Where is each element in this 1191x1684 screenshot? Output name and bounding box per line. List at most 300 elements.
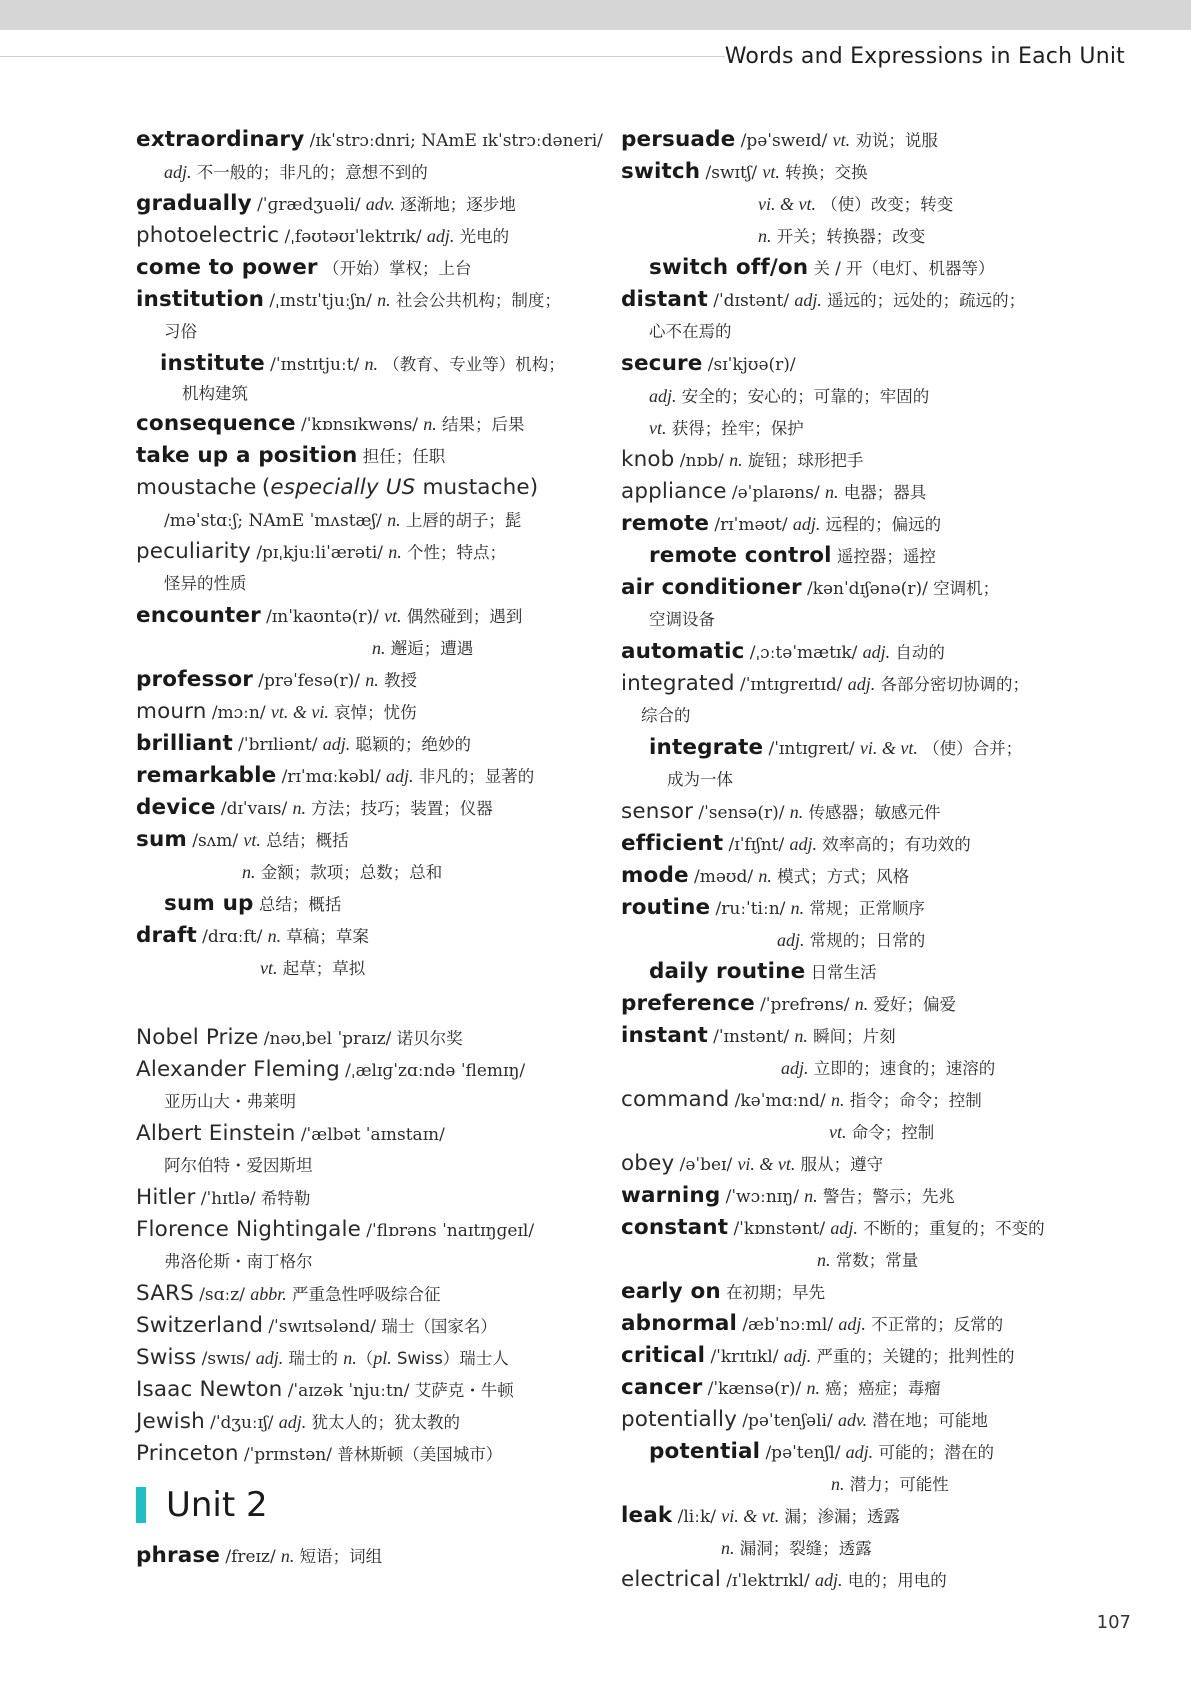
entry-potential bbox=[621, 1436, 1141, 1468]
entry-continuation bbox=[136, 1086, 606, 1118]
entry-warning bbox=[621, 1180, 1141, 1212]
part-of-speech: adj. bbox=[255, 1348, 284, 1368]
phonetic: /pəˈtenʃl/ bbox=[765, 1443, 841, 1463]
gloss: 哀悼；忧伤 bbox=[334, 703, 417, 722]
variant-open: ( bbox=[261, 475, 271, 500]
headword: take up a position bbox=[136, 443, 358, 468]
headword: automatic bbox=[621, 639, 745, 664]
phonetic: /pəˈsweɪd/ bbox=[740, 131, 828, 151]
phonetic: /ˈɪnstɪtjuːt/ bbox=[270, 355, 360, 375]
phonetic: /ˈwɔːnɪŋ/ bbox=[725, 1187, 799, 1207]
entry-continuation bbox=[621, 700, 1141, 732]
gloss: 各部分密切协调的； bbox=[880, 675, 1029, 694]
gloss: 阿尔伯特・爱因斯坦 bbox=[164, 1156, 313, 1175]
entry-continuation bbox=[621, 220, 1141, 252]
headword: switch bbox=[621, 159, 701, 184]
part-of-speech: adj. bbox=[164, 162, 192, 182]
headword: secure bbox=[621, 351, 703, 376]
entry-leak bbox=[621, 1500, 1141, 1532]
gloss: 短语；词组 bbox=[299, 1547, 383, 1566]
part-of-speech: vt. bbox=[649, 418, 667, 438]
gloss: 关 / 开（电灯、机器等） bbox=[813, 259, 995, 278]
headword: efficient bbox=[621, 831, 724, 856]
gloss: 模式；方式；风格 bbox=[777, 867, 910, 886]
entry-device bbox=[136, 792, 606, 824]
entry-switch bbox=[621, 156, 1141, 188]
entry-potentially bbox=[621, 1404, 1141, 1436]
gloss-2: Swiss）瑞士人 bbox=[391, 1349, 509, 1368]
entry-continuation bbox=[621, 1116, 1141, 1148]
phonetic: /ˈɪntɪɡreɪtɪd/ bbox=[739, 675, 843, 695]
part-of-speech: adj. bbox=[862, 642, 891, 662]
running-head: Words and Expressions in Each Unit bbox=[724, 44, 1125, 69]
entry-hitler bbox=[136, 1182, 606, 1214]
gloss: 亚历山大・弗莱明 bbox=[164, 1092, 296, 1111]
phonetic: /ɪˈlektrɪkl/ bbox=[726, 1571, 810, 1591]
headword: air conditioner bbox=[621, 575, 802, 600]
part-of-speech: adv. bbox=[365, 194, 395, 214]
headword: constant bbox=[621, 1215, 729, 1240]
entry-continuation bbox=[621, 380, 1141, 412]
phonetic: /məˈstɑːʃ; NAmE ˈmʌstæʃ/ bbox=[164, 511, 382, 531]
part-of-speech: vi. & vt. bbox=[721, 1506, 780, 1526]
entry-continuation bbox=[621, 924, 1141, 956]
phonetic: /æbˈnɔːml/ bbox=[742, 1315, 834, 1335]
headword: encounter bbox=[136, 603, 261, 628]
headword: Alexander Fleming bbox=[136, 1057, 340, 1082]
gloss: 远程的；偏远的 bbox=[825, 515, 942, 534]
unit-title: Unit 2 bbox=[166, 1485, 268, 1525]
gloss: 常数；常量 bbox=[835, 1251, 919, 1270]
entry-princeton bbox=[136, 1438, 606, 1470]
headword: critical bbox=[621, 1343, 706, 1368]
gloss: 瑞士的 bbox=[288, 1349, 339, 1368]
gloss: 心不在焉的 bbox=[649, 322, 732, 341]
part-of-speech: adj. bbox=[814, 1570, 843, 1590]
entry-early-on bbox=[621, 1276, 1141, 1308]
entry-routine bbox=[621, 892, 1141, 924]
page-number: 107 bbox=[1096, 1612, 1131, 1633]
entry-continuation bbox=[621, 316, 1141, 348]
phonetic: /ˌfəʊtəʊɪˈlektrɪk/ bbox=[284, 227, 422, 247]
entry-continuation bbox=[621, 764, 1141, 796]
headword: remote bbox=[621, 511, 710, 536]
phonetic: /ˈswɪtsələnd/ bbox=[268, 1317, 377, 1337]
gloss: 怪异的性质 bbox=[164, 574, 247, 593]
gloss: 漏；渗漏；透露 bbox=[784, 1507, 900, 1526]
headword: institute bbox=[160, 351, 265, 376]
variant-label: especially US bbox=[270, 475, 416, 500]
part-of-speech: n. bbox=[758, 866, 772, 886]
entry-isaac-newton bbox=[136, 1374, 606, 1406]
gloss: 艾萨克・牛顿 bbox=[414, 1381, 514, 1400]
phonetic: /sɑːz/ bbox=[199, 1285, 245, 1305]
entry-peculiarity bbox=[136, 536, 606, 568]
phonetic: /ˌɔːtəˈmætɪk/ bbox=[749, 643, 858, 663]
gloss: 方法；技巧；装置；仪器 bbox=[311, 799, 493, 818]
headword: Princeton bbox=[136, 1441, 239, 1466]
entry-efficient bbox=[621, 828, 1141, 860]
entry-photoelectric bbox=[136, 220, 606, 252]
part-of-speech: n. bbox=[854, 994, 869, 1014]
entry-continuation bbox=[136, 568, 606, 600]
entry-command bbox=[621, 1084, 1141, 1116]
gloss: 严重的；关键的；批判性的 bbox=[816, 1347, 1015, 1366]
entry-daily-routine bbox=[621, 956, 1141, 988]
headword: routine bbox=[621, 895, 711, 920]
gloss: 光电的 bbox=[459, 227, 510, 246]
gloss: 诺贝尔奖 bbox=[396, 1029, 463, 1048]
entry-distant bbox=[621, 284, 1141, 316]
headword: Isaac Newton bbox=[136, 1377, 283, 1402]
unit-accent-bar bbox=[136, 1487, 146, 1523]
gloss: 草稿；草案 bbox=[286, 927, 369, 946]
part-of-speech: adj. bbox=[845, 1442, 874, 1462]
gloss: 自动的 bbox=[895, 643, 945, 662]
gloss: 常规的；日常的 bbox=[809, 931, 926, 950]
phonetic: /əˈbeɪ/ bbox=[679, 1155, 733, 1175]
gloss: 担任；任职 bbox=[362, 447, 446, 466]
phonetic: /ɪnˈkaʊntə(r)/ bbox=[266, 607, 379, 627]
entry-secure bbox=[621, 348, 1141, 380]
gloss: 开关；转换器；改变 bbox=[776, 227, 926, 246]
headword: leak bbox=[621, 1503, 673, 1528]
headword: institution bbox=[136, 287, 265, 312]
headword: mode bbox=[621, 863, 689, 888]
entry-automatic bbox=[621, 636, 1141, 668]
part-of-speech: n. bbox=[824, 482, 839, 502]
phonetic: /ˈkrɪtɪkl/ bbox=[710, 1347, 779, 1367]
gloss: 转换；交换 bbox=[785, 163, 868, 182]
gloss: 偶然碰到；遇到 bbox=[406, 607, 523, 626]
entry-integrate bbox=[621, 732, 1141, 764]
part-of-speech: vi. & vt. bbox=[859, 738, 918, 758]
headword: sensor bbox=[621, 799, 694, 824]
entry-continuation bbox=[136, 856, 606, 888]
gloss: 电器；器具 bbox=[843, 483, 927, 502]
part-of-speech: n. bbox=[817, 1250, 831, 1270]
headword: cancer bbox=[621, 1375, 703, 1400]
gloss: 综合的 bbox=[641, 706, 691, 725]
entry-phrase bbox=[136, 1540, 606, 1572]
gloss: 劝说；说服 bbox=[855, 131, 938, 150]
gloss-2-open: （ bbox=[356, 1349, 374, 1368]
headword: gradually bbox=[136, 191, 252, 216]
gloss: 起草；草拟 bbox=[282, 959, 366, 978]
entry-mode bbox=[621, 860, 1141, 892]
phonetic: /ˈɡrædʒuəli/ bbox=[257, 195, 361, 215]
part-of-speech: n. bbox=[280, 1546, 295, 1566]
part-of-speech: adj. bbox=[838, 1314, 866, 1334]
part-of-speech: n. bbox=[364, 354, 379, 374]
gloss: 总结；概括 bbox=[258, 895, 342, 914]
gloss: 在初期；早先 bbox=[726, 1283, 826, 1302]
part-of-speech: n. bbox=[721, 1538, 735, 1558]
part-of-speech: n. bbox=[372, 638, 386, 658]
entry-air-conditioner bbox=[621, 572, 1141, 604]
entry-come-to-power bbox=[136, 252, 606, 284]
headword: daily routine bbox=[649, 959, 806, 984]
headword: command bbox=[621, 1087, 730, 1112]
entry-remote bbox=[621, 508, 1141, 540]
gloss: 潜在地；可能地 bbox=[872, 1411, 988, 1430]
part-of-speech: n. bbox=[790, 898, 805, 918]
part-of-speech: vt. bbox=[260, 958, 278, 978]
phonetic: /ˈdɪstənt/ bbox=[713, 291, 790, 311]
entry-mourn bbox=[136, 696, 606, 728]
part-of-speech: vi. & vt. bbox=[758, 194, 816, 214]
entry-obey bbox=[621, 1148, 1141, 1180]
top-bar bbox=[0, 0, 1191, 30]
part-of-speech: n. bbox=[831, 1474, 845, 1494]
headword: preference bbox=[621, 991, 755, 1016]
entry-institute bbox=[136, 348, 606, 378]
headword: mourn bbox=[136, 699, 207, 724]
gloss: （使）改变；转变 bbox=[821, 195, 954, 214]
variant-spelling: mustache) bbox=[415, 475, 539, 500]
phonetic: /ˈkɒnstənt/ bbox=[733, 1219, 826, 1239]
entry-continuation bbox=[136, 632, 606, 664]
entry-swiss bbox=[136, 1342, 606, 1374]
part-of-speech: n. bbox=[729, 450, 743, 470]
headword: knob bbox=[621, 447, 675, 472]
entry-remarkable bbox=[136, 760, 606, 792]
headword: moustache bbox=[136, 475, 257, 500]
gloss: 社会公共机构；制度； bbox=[395, 291, 561, 310]
gloss: 不一般的；非凡的；意想不到的 bbox=[196, 163, 428, 182]
entry-encounter bbox=[136, 600, 606, 632]
gloss: 空调设备 bbox=[649, 610, 715, 629]
entry-continuation bbox=[621, 412, 1141, 444]
entry-integrated bbox=[621, 668, 1141, 700]
gloss: 个性；特点； bbox=[407, 543, 506, 562]
part-of-speech: adj. bbox=[794, 290, 822, 310]
entry-alexander-fleming bbox=[136, 1054, 606, 1086]
part-of-speech: adj. bbox=[830, 1218, 858, 1238]
phonetic: /rɪˈməʊt/ bbox=[714, 515, 788, 535]
phonetic: /ˈkɒnsɪkwəns/ bbox=[301, 415, 419, 435]
gloss: 漏洞；裂缝；透露 bbox=[739, 1539, 872, 1558]
entry-instant bbox=[621, 1020, 1141, 1052]
phonetic: /pɪˌkjuːliˈærəti/ bbox=[256, 543, 383, 563]
phonetic: /ˈkænsə(r)/ bbox=[707, 1379, 802, 1399]
part-of-speech: n. bbox=[242, 862, 256, 882]
entry-gradually bbox=[136, 188, 606, 220]
right-column bbox=[621, 124, 1141, 1596]
entry-nobel-prize bbox=[136, 1022, 606, 1054]
entry-electrical bbox=[621, 1564, 1141, 1596]
gloss: 成为一体 bbox=[667, 770, 733, 789]
phonetic: /nəʊˌbel ˈpraɪz/ bbox=[263, 1029, 392, 1049]
left-column bbox=[136, 124, 606, 1572]
part-of-speech: vi. & vt. bbox=[737, 1154, 796, 1174]
part-of-speech: n. bbox=[388, 542, 402, 562]
phonetic: /swɪtʃ/ bbox=[705, 163, 758, 183]
gloss: 犹太人的；犹太教的 bbox=[311, 1413, 460, 1432]
gloss: （开始）掌权；上台 bbox=[322, 259, 472, 278]
headword: obey bbox=[621, 1151, 675, 1176]
headword: abnormal bbox=[621, 1311, 738, 1336]
gloss: 瞬间；片刻 bbox=[813, 1027, 896, 1046]
phonetic: /prəˈfesə(r)/ bbox=[258, 671, 361, 691]
part-of-speech: vt. bbox=[832, 130, 851, 150]
headword: distant bbox=[621, 287, 708, 312]
gloss: 瑞士（国家名） bbox=[381, 1317, 497, 1336]
phonetic: /ˈflɒrəns ˈnaɪtɪŋɡeɪl/ bbox=[366, 1221, 535, 1241]
phonetic: /ˈprɪnstən/ bbox=[243, 1445, 332, 1465]
part-of-speech: adj. bbox=[783, 1346, 812, 1366]
phonetic: /kənˈdɪʃənə(r)/ bbox=[806, 579, 928, 599]
phonetic: /ˈhɪtlə/ bbox=[200, 1189, 256, 1209]
headword: remarkable bbox=[136, 763, 277, 788]
entry-take-up-a-position bbox=[136, 440, 606, 472]
phonetic: /ruːˈtiːn/ bbox=[715, 899, 786, 919]
entry-draft bbox=[136, 920, 606, 952]
part-of-speech: n. bbox=[267, 926, 282, 946]
entry-continuation bbox=[136, 156, 606, 188]
gloss: 指令；命令；控制 bbox=[849, 1091, 982, 1110]
gloss: 警告；警示；先兆 bbox=[822, 1187, 955, 1206]
entry-continuation bbox=[621, 1052, 1141, 1084]
headword: integrated bbox=[621, 671, 735, 696]
phonetic: /məʊd/ bbox=[694, 867, 754, 887]
entry-extraordinary bbox=[136, 124, 606, 156]
headword: Switzerland bbox=[136, 1313, 264, 1338]
entry-persuade bbox=[621, 124, 1141, 156]
headword: draft bbox=[136, 923, 197, 948]
gloss: 不正常的；反常的 bbox=[871, 1315, 1004, 1334]
gloss: 希特勒 bbox=[260, 1189, 311, 1208]
part-of-speech: n. bbox=[789, 802, 804, 822]
headword: professor bbox=[136, 667, 254, 692]
headword: persuade bbox=[621, 127, 736, 152]
headword: brilliant bbox=[136, 731, 233, 756]
phonetic: /mɔːn/ bbox=[211, 703, 266, 723]
headword: electrical bbox=[621, 1567, 721, 1592]
entry-cancer bbox=[621, 1372, 1141, 1404]
phonetic: /ˈprefrəns/ bbox=[760, 995, 850, 1015]
gloss: 潜力；可能性 bbox=[849, 1475, 949, 1494]
headword: Albert Einstein bbox=[136, 1121, 296, 1146]
entry-consequence bbox=[136, 408, 606, 440]
phonetic: /ˈaɪzək ˈnjuːtn/ bbox=[287, 1381, 410, 1401]
gloss: 普林斯顿（美国城市） bbox=[337, 1445, 503, 1464]
phonetic: /ɪˈfɪʃnt/ bbox=[728, 835, 785, 855]
part-of-speech: n. bbox=[365, 670, 379, 690]
gloss: 聪颖的；绝妙的 bbox=[355, 735, 471, 754]
part-of-speech: abbr. bbox=[250, 1284, 287, 1304]
gloss: 服从；遵守 bbox=[800, 1155, 884, 1174]
gloss: 命令；控制 bbox=[851, 1123, 935, 1142]
part-of-speech: adj. bbox=[792, 514, 821, 534]
headword: come to power bbox=[136, 255, 318, 280]
gloss: 总结；概括 bbox=[266, 831, 349, 850]
part-of-speech: n. bbox=[377, 290, 391, 310]
entry-sars bbox=[136, 1278, 606, 1310]
phonetic: /drɑːft/ bbox=[202, 927, 263, 947]
gloss: 效率高的；有功效的 bbox=[822, 835, 971, 854]
entry-knob bbox=[621, 444, 1141, 476]
headword: instant bbox=[621, 1023, 708, 1048]
headword: potential bbox=[649, 1439, 761, 1464]
headword: switch off/on bbox=[649, 255, 809, 280]
part-of-speech: vt. bbox=[762, 162, 780, 182]
gloss: 弗洛伦斯・南丁格尔 bbox=[164, 1252, 313, 1271]
part-of-speech: adj. bbox=[789, 834, 818, 854]
entry-switzerland bbox=[136, 1310, 606, 1342]
phonetic: /liːk/ bbox=[677, 1507, 716, 1527]
gloss: 获得；拴牢；保护 bbox=[671, 419, 804, 438]
entry-continuation bbox=[621, 1244, 1141, 1276]
headword: extraordinary bbox=[136, 127, 305, 152]
part-of-speech: adj. bbox=[278, 1412, 307, 1432]
header-rule bbox=[0, 56, 725, 57]
phonetic: /dɪˈvaɪs/ bbox=[220, 799, 288, 819]
part-of-speech: vt. & vi. bbox=[270, 702, 329, 722]
entry-continuation bbox=[136, 504, 606, 536]
phonetic: /kəˈmɑːnd/ bbox=[734, 1091, 826, 1111]
entry-switch-off-on bbox=[621, 252, 1141, 284]
gloss: 逐渐地；逐步地 bbox=[400, 195, 516, 214]
gloss: 电的；用电的 bbox=[847, 1571, 947, 1590]
gloss: 机构建筑 bbox=[182, 384, 248, 403]
headword: device bbox=[136, 795, 216, 820]
part-of-speech: vt. bbox=[829, 1122, 847, 1142]
gloss: （教育、专业等）机构； bbox=[383, 355, 565, 374]
entry-jewish bbox=[136, 1406, 606, 1438]
entry-albert-einstein bbox=[136, 1118, 606, 1150]
gloss: 邂逅；遭遇 bbox=[390, 639, 474, 658]
headword: peculiarity bbox=[136, 539, 252, 564]
gloss: 教授 bbox=[384, 671, 418, 690]
gloss: 安全的；安心的；可靠的；牢固的 bbox=[681, 387, 930, 406]
spacer bbox=[136, 984, 606, 1022]
headword: Nobel Prize bbox=[136, 1025, 259, 1050]
gloss: 可能的；潜在的 bbox=[878, 1443, 994, 1462]
part-of-speech: n. bbox=[804, 1186, 818, 1206]
headword: appliance bbox=[621, 479, 727, 504]
phonetic: /pəˈtenʃəli/ bbox=[742, 1411, 833, 1431]
entry-abnormal bbox=[621, 1308, 1141, 1340]
entry-professor bbox=[136, 664, 606, 696]
entry-continuation bbox=[136, 1150, 606, 1182]
gloss: 结果；后果 bbox=[442, 415, 525, 434]
phonetic: /sʌm/ bbox=[192, 831, 239, 851]
entry-sum bbox=[136, 824, 606, 856]
headword: photoelectric bbox=[136, 223, 280, 248]
phonetic: /freɪz/ bbox=[225, 1547, 276, 1567]
phonetic: /sɪˈkjʊə(r)/ bbox=[707, 355, 796, 375]
headword: SARS bbox=[136, 1281, 194, 1306]
headword: consequence bbox=[136, 411, 296, 436]
headword: Swiss bbox=[136, 1345, 197, 1370]
entry-brilliant bbox=[136, 728, 606, 760]
entry-constant bbox=[621, 1212, 1141, 1244]
plural-label: pl. bbox=[373, 1348, 392, 1368]
part-of-speech: adj. bbox=[426, 226, 455, 246]
gloss: 癌；癌症；毒瘤 bbox=[825, 1379, 941, 1398]
gloss: 遥远的；远处的；疏远的； bbox=[827, 291, 1026, 310]
headword: potentially bbox=[621, 1407, 737, 1432]
phonetic: /nɒb/ bbox=[679, 451, 724, 471]
phonetic: /ˈælbət ˈaɪnstaɪn/ bbox=[300, 1125, 445, 1145]
headword: Hitler bbox=[136, 1185, 196, 1210]
entry-preference bbox=[621, 988, 1141, 1020]
phonetic: /ˌɪnstɪˈtjuːʃn/ bbox=[269, 291, 372, 311]
gloss: 日常生活 bbox=[810, 963, 877, 982]
entry-appliance bbox=[621, 476, 1141, 508]
gloss: 遥控器；遥控 bbox=[836, 547, 936, 566]
